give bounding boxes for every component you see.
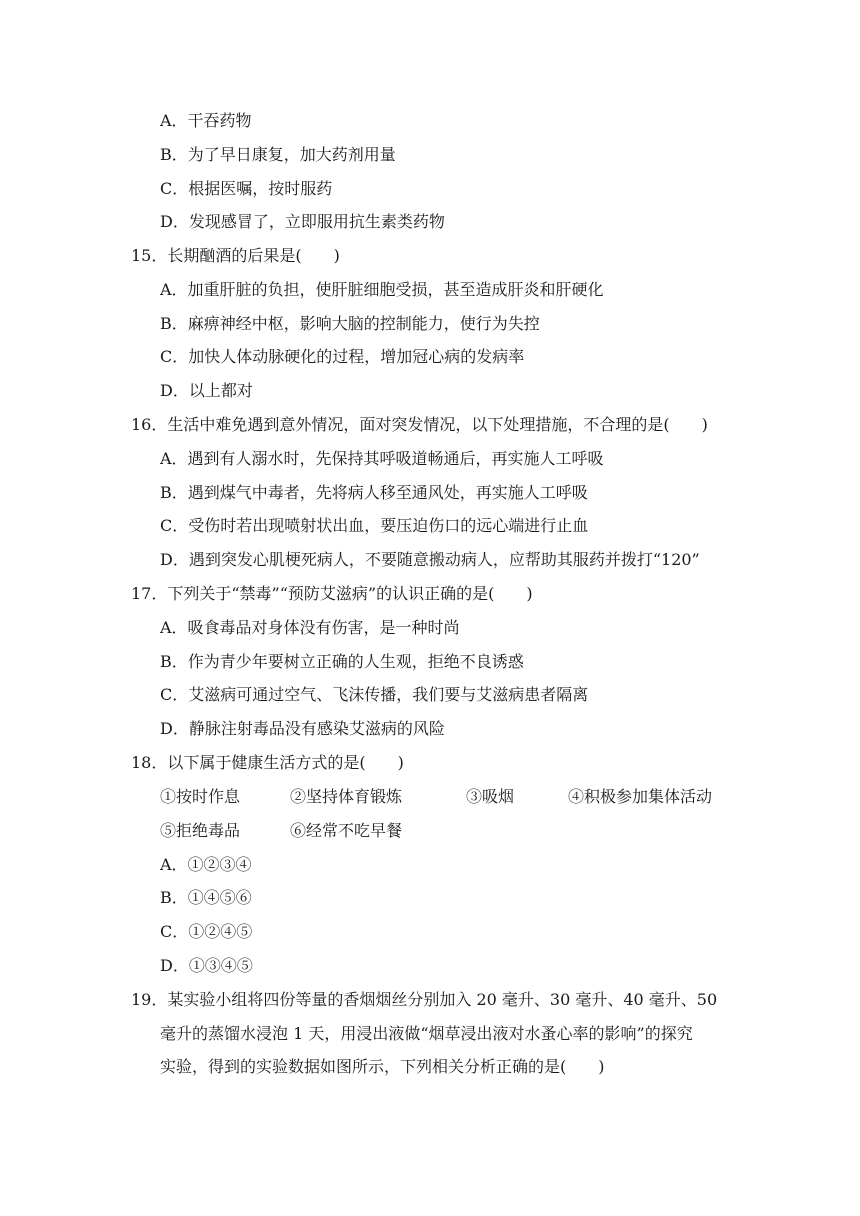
q17-stem: 17．下列关于“禁毒”“预防艾滋病”的认识正确的是( ) <box>131 584 533 603</box>
q15-option-c: C．加快人体动脉硬化的过程，增加冠心病的发病率 <box>160 347 525 366</box>
q15-option-b: B．麻痹神经中枢，影响大脑的控制能力，使行为失控 <box>160 314 540 333</box>
q18-item-3: ③吸烟 <box>466 787 515 806</box>
q16-option-c: C．受伤时若出现喷射状出血，要压迫伤口的远心端进行止血 <box>160 516 589 535</box>
q16-option-a: A．遇到有人溺水时，先保持其呼吸道畅通后，再实施人工呼吸 <box>160 449 604 468</box>
q15-stem: 15．长期酗酒的后果是( ) <box>131 246 340 265</box>
q18-items-row1 <box>160 786 712 808</box>
q18-option-b: B．①④⑤⑥ <box>160 888 252 907</box>
q19-stem-line-1: 19．某实验小组将四份等量的香烟烟丝分别加入 20 毫升、30 毫升、40 毫升、50 <box>131 990 718 1009</box>
q14-option-c: C．根据医嘱，按时服药 <box>160 179 333 198</box>
q18-item-5: ⑤拒绝毒品 <box>160 821 241 840</box>
q17-option-a: A．吸食毒品对身体没有伤害，是一种时尚 <box>160 618 460 637</box>
q18-item-4: ④积极参加集体活动 <box>568 787 713 806</box>
q18-option-a: A．①②③④ <box>160 855 252 874</box>
q19-stem-line-2: 毫升的蒸馏水浸泡 1 天，用浸出液做“烟草浸出液对水蚤心率的影响”的探究 <box>160 1024 693 1043</box>
q14-option-a: A．干吞药物 <box>160 111 252 130</box>
q18-option-c: C．①②④⑤ <box>160 922 253 941</box>
q16-stem: 16．生活中难免遇到意外情况，面对突发情况，以下处理措施，不合理的是( ) <box>131 415 708 434</box>
q18-stem: 18．以下属于健康生活方式的是( ) <box>131 753 404 772</box>
q18-item-1: ①按时作息 <box>160 787 241 806</box>
q19-stem-line-3: 实验，得到的实验数据如图所示，下列相关分析正确的是( ) <box>160 1057 605 1076</box>
q14-option-d: D．发现感冒了，立即服用抗生素类药物 <box>160 212 445 231</box>
q14-option-b: B．为了早日康复，加大药剂用量 <box>160 145 396 164</box>
q17-option-d: D．静脉注射毒品没有感染艾滋病的风险 <box>160 719 445 738</box>
q18-item-6: ⑥经常不吃早餐 <box>290 821 403 840</box>
q18-items-row2 <box>160 820 402 842</box>
q17-option-b: B．作为青少年要树立正确的人生观，拒绝不良诱惑 <box>160 652 524 671</box>
q16-option-d: D．遇到突发心肌梗死病人，不要随意搬动病人，应帮助其服药并拨打“120” <box>160 550 700 569</box>
q17-option-c: C．艾滋病可通过空气、飞沫传播，我们要与艾滋病患者隔离 <box>160 685 589 704</box>
q18-option-d: D．①③④⑤ <box>160 956 253 975</box>
q18-item-2: ②坚持体育锻炼 <box>290 787 403 806</box>
q15-option-a: A．加重肝脏的负担，使肝脏细胞受损，甚至造成肝炎和肝硬化 <box>160 280 604 299</box>
q15-option-d: D．以上都对 <box>160 381 253 400</box>
q16-option-b: B．遇到煤气中毒者，先将病人移至通风处，再实施人工呼吸 <box>160 483 588 502</box>
